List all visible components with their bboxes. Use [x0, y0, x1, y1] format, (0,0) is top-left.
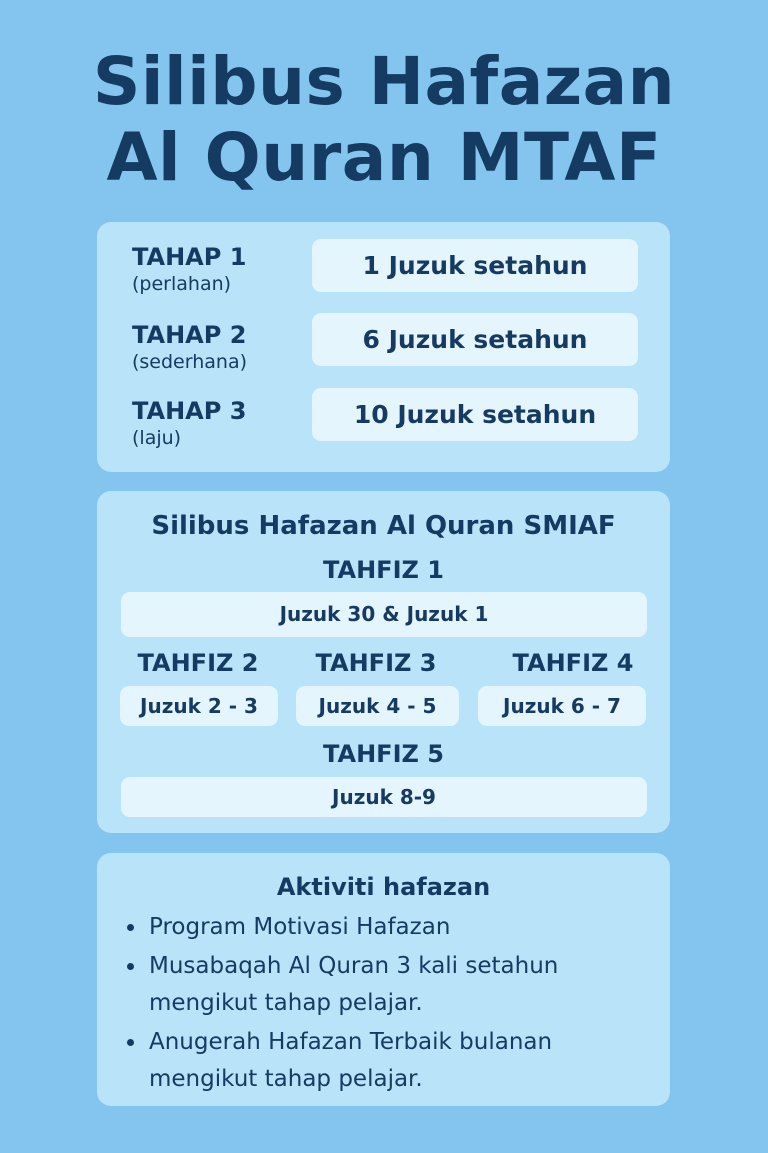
stage-name: TAHAP 3 [132, 397, 247, 425]
stage-rate-pill: 1 Juzuk setahun [312, 239, 638, 292]
tahfiz-2-label: TAHFIZ 2 [137, 649, 259, 677]
activity-text: Musabaqah Al Quran 3 kali setahun mengikut tahap pelajar. [149, 953, 559, 1016]
activities-title: Aktiviti hafazan [276, 873, 491, 901]
activity-item [125, 1024, 655, 1098]
tahfiz-4-label: TAHFIZ 4 [512, 649, 634, 677]
stage-2 [132, 320, 247, 374]
stage-rate-pill: 6 Juzuk setahun [312, 313, 638, 366]
stage-pace: (perlahan) [132, 273, 232, 295]
activities-card [97, 853, 670, 1106]
tahfiz-1-juzuk-pill: Juzuk 30 & Juzuk 1 [121, 592, 647, 637]
title-line-1: Silibus Hafazan [92, 43, 676, 120]
stage-name: TAHAP 2 [132, 321, 247, 349]
stage-rate-pill: 10 Juzuk setahun [312, 388, 638, 441]
tahfiz-4-juzuk-pill: Juzuk 6 - 7 [478, 686, 646, 726]
stage-pace: (laju) [132, 427, 182, 449]
activity-item [125, 909, 655, 946]
activity-item [125, 948, 655, 1022]
stage-pace: (sederhana) [132, 351, 248, 373]
bullet-icon [127, 1039, 134, 1046]
stage-3 [132, 396, 246, 450]
activity-text: Program Motivasi Hafazan [149, 914, 451, 940]
tahfiz-2-juzuk-pill: Juzuk 2 - 3 [120, 686, 278, 726]
stage-name: TAHAP 1 [132, 243, 247, 271]
smiaf-syllabus-card [97, 491, 670, 833]
smiaf-title: Silibus Hafazan Al Quran SMIAF [151, 511, 616, 541]
tahfiz-3-label: TAHFIZ 3 [315, 649, 437, 677]
tahfiz-3-juzuk-pill: Juzuk 4 - 5 [296, 686, 459, 726]
stage-1 [132, 242, 246, 296]
tahfiz-1-label: TAHFIZ 1 [323, 556, 444, 584]
activities-list [125, 909, 655, 1100]
page-title [0, 44, 768, 196]
bullet-icon [127, 963, 134, 970]
mtaf-stages-card [97, 222, 670, 472]
activity-text: Anugerah Hafazan Terbaik bulanan mengikut tahap pelajar. [149, 1029, 553, 1092]
tahfiz-5-label: TAHFIZ 5 [323, 740, 444, 768]
tahfiz-5-juzuk-pill: Juzuk 8-9 [121, 777, 647, 817]
title-line-2: Al Quran MTAF [106, 119, 662, 196]
bullet-icon [127, 924, 134, 931]
